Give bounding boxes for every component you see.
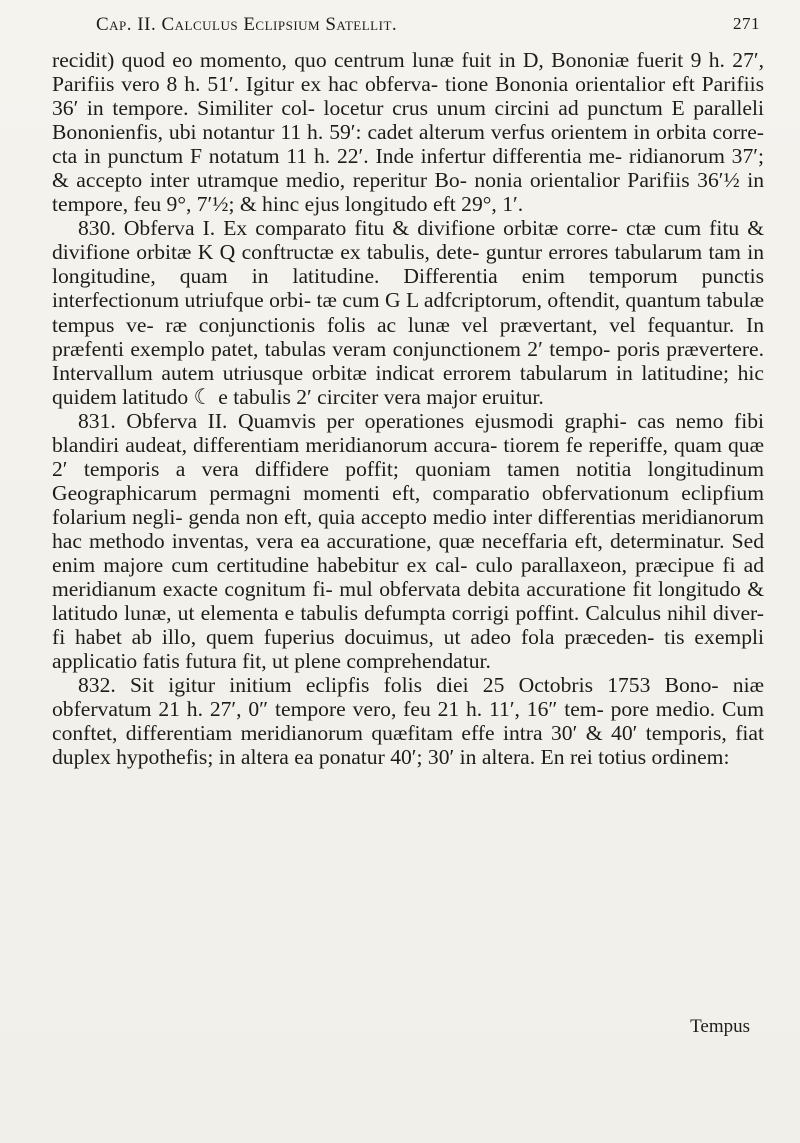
body-text (52, 48, 764, 769)
running-head (96, 14, 760, 44)
catchword: Tempus (690, 1016, 750, 1037)
paragraph-830: 830. Obferva I. Ex comparato fitu & divifione orbitæ corre- ctæ cum fitu & divifione orbitæ K Q conftructæ ex tabulis, dete- guntur errores tabularum tam in longitudine, quam in latitudine. Differentia enim temporum punctis interfectionum utriufque orbi- tæ cum G L adfcriptorum, oftendit, quantum tabulæ tempus ve- ræ conjunctionis folis ac lunæ vel prævertant, vel fequantur. In præfenti exemplo patet, tabulas veram conjunctionem 2′ tempo- poris prævertere. Intervallum autem utriusque orbitæ indicat errorem tabularum in latitudine; hic quidem latitudo ☾ e tabulis 2′ circiter vera major eruitur. (52, 216, 764, 409)
chapter-title: Cap. II. Calculus Eclipsium Satellit. (96, 14, 398, 35)
paragraph-832: 832. Sit igitur initium eclipfis folis diei 25 Octobris 1753 Bono- niæ obfervatum 21 h. 27′, 0″ tempore vero, feu 21 h. 11′, 16″ tem- pore medio. Cum conftet, differentiam meridianorum quæfitam effe intra 30′ & 40′ temporis, fiat duplex hypothefis; in altera ea ponatur 40′; 30′ in altera. En rei totius ordinem: (52, 673, 764, 770)
paragraph-continuation: recidit) quod eo momento, quo centrum lunæ fuit in D, Bononiæ fuerit 9 h. 27′, Parifiis vero 8 h. 51′. Igitur ex hac obferva- tione Bononia orientalior eft Parifiis 36′ in tempore. Similiter col- locetur crus unum circini ad punctum E paralleli Bononienfis, ubi notantur 11 h. 59′: cadet alterum verfus orientem in orbita corre- cta in punctum F notatum 11 h. 22′. Inde infertur differentia me- ridianorum 37′; & accepto inter utramque medio, reperitur Bo- nonia orientalior Parifiis 36′½ in tempore, feu 9°, 7′½; & hinc ejus longitudo eft 29°, 1′. (52, 48, 764, 217)
paragraph-831: 831. Obferva II. Quamvis per operationes ejusmodi graphi- cas nemo fibi blandiri audeat, differentiam meridianorum accura- tiorem fe reperiffe, quam quæ 2′ temporis a vera diffidere poffit; quoniam tamen notitia longitudinum Geographicarum permagni momenti eft, comparatio obfervationum eclipfium folarium negli- genda non eft, quia accepto medio inter differentias meridianorum hac methodo inventas, vera ea accuratione, quæ neceffaria eft, determinatur. Sed enim majore cum certitudine habebitur ex cal- culo parallaxeon, præcipue fi ad meridianum exacte cognitum fi- mul obfervata debita accuratione fit longitudo & latitudo lunæ, ut elementa e tabulis defumpta corrigi poffint. Calculus nihil diver- fi habet ab illo, quem fuperius docuimus, ut adeo fola præceden- tis exempli applicatio fatis futura fit, ut plene comprehendatur. (52, 408, 764, 674)
page-number: 271 (733, 14, 760, 33)
